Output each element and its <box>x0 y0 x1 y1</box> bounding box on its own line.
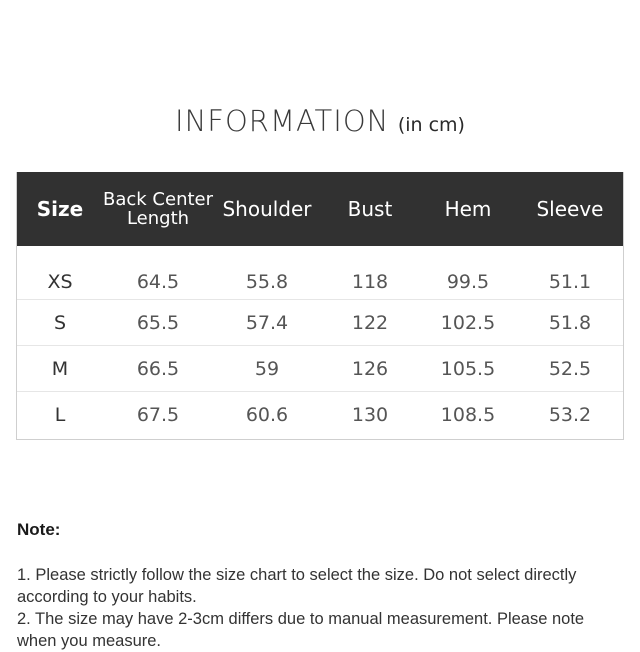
cell-hem: 108.5 <box>440 404 496 426</box>
note-title: Note: <box>17 520 61 539</box>
cell-shoulder: 60.6 <box>245 404 289 426</box>
size-chart-table <box>16 172 624 440</box>
note-line-1: 1. Please strictly follow the size chart to select the size. Do not select directly according to your habits. <box>17 566 577 606</box>
cell-back-center-length: 67.5 <box>136 404 180 426</box>
cell-sleeve: 53.2 <box>548 404 592 426</box>
table-body <box>17 246 623 438</box>
table-header <box>17 172 623 246</box>
cell-shoulder: 55.8 <box>245 270 289 293</box>
title-main: INFORMATION <box>175 104 390 138</box>
cell-shoulder: 57.4 <box>245 311 289 334</box>
note-body <box>17 564 623 652</box>
table-row <box>17 246 623 300</box>
cell-bust: 118 <box>351 270 389 293</box>
header-sleeve: Sleeve <box>536 196 604 221</box>
header-hem: Hem <box>444 196 492 221</box>
cell-size: S <box>53 311 67 334</box>
table-row <box>17 392 623 438</box>
cell-back-center-length: 64.5 <box>136 270 180 293</box>
cell-size: L <box>54 404 66 426</box>
cell-back-center-length: 66.5 <box>136 357 180 380</box>
table-row <box>17 346 623 392</box>
cell-bust: 130 <box>351 404 389 426</box>
cell-back-center-length: 65.5 <box>136 311 180 334</box>
cell-sleeve: 52.5 <box>548 357 592 380</box>
cell-hem: 99.5 <box>446 270 490 293</box>
header-back-center-length: Back Center Length <box>103 189 214 229</box>
cell-size: M <box>51 357 69 380</box>
title-unit: (in cm) <box>397 114 465 136</box>
header-shoulder: Shoulder <box>222 196 312 221</box>
cell-bust: 122 <box>351 311 389 334</box>
cell-hem: 102.5 <box>440 311 496 334</box>
cell-hem: 105.5 <box>440 357 496 380</box>
note-line-2: 2. The size may have 2-3cm differs due to manual measurement. Please note when you measure. <box>17 610 585 650</box>
cell-shoulder: 59 <box>254 357 280 380</box>
header-size: Size <box>36 196 84 221</box>
cell-sleeve: 51.8 <box>548 311 592 334</box>
page-title <box>0 104 640 138</box>
cell-bust: 126 <box>351 357 389 380</box>
cell-sleeve: 51.1 <box>548 270 592 293</box>
header-bust: Bust <box>347 196 393 221</box>
table-row <box>17 300 623 346</box>
cell-size: XS <box>47 270 73 293</box>
